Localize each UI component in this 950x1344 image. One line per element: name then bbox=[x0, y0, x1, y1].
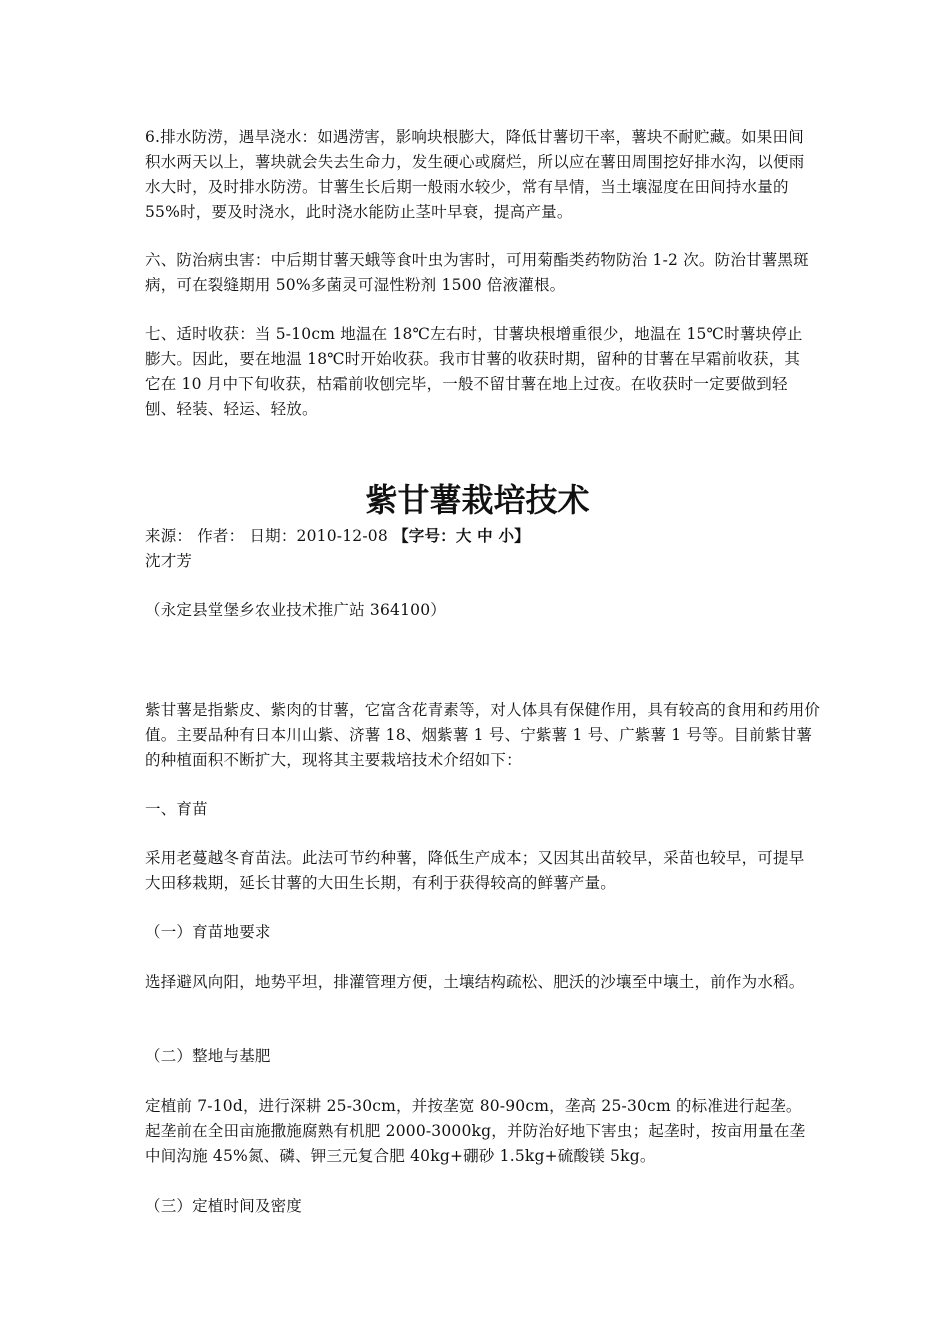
subheading-soil-fertilizer: （二）整地与基肥 bbox=[145, 1047, 271, 1065]
subheading-nursery-land: （一）育苗地要求 bbox=[145, 923, 271, 941]
paragraph-intro: 紫甘薯是指紫皮、紫肉的甘薯，它富含花青素等，对人体具有保健作用，具有较高的食用和药用价值。主要品种有日本川山紫、济薯 18、烟紫薯 1 号、宁紫薯 1 号、广紫薯 1 号等。目前紫甘薯的种植面积不断扩大，现将其主要栽培技术介绍如下： bbox=[145, 701, 821, 769]
paragraph-nursery-land: 选择避风向阳，地势平坦，排灌管理方便，土壤结构疏松、肥沃的沙壤至中壤土，前作为水稻。 bbox=[145, 973, 805, 991]
section-heading-seedling: 一、育苗 bbox=[145, 800, 208, 818]
paragraph-drainage: 6.排水防涝，遇旱浇水：如遇涝害，影响块根膨大，降低甘薯切干率，薯块不耐贮藏。如果田间积水两天以上，薯块就会失去生命力，发生硬心或腐烂，所以应在薯田周围挖好排水沟，以便雨水大时，及时排水防涝。甘薯生长后期一般雨水较少，常有旱情，当土壤湿度在田间持水量的55%时，要及时浇水，此时浇水能防止茎叶早衰，提高产量。 bbox=[145, 128, 805, 221]
article-organization: （永定县堂堡乡农业技术推广站 364100） bbox=[145, 601, 446, 619]
paragraph-harvest: 七、适时收获：当 5-10cm 地温在 18℃左右时，甘薯块根增重很少，地温在 15℃时薯块停止膨大。因此，要在地温 18℃时开始收获。我市甘薯的收获时期，留种的甘薯在早霜前收获，其它在 10 月中下旬收获，枯霜前收刨完毕，一般不留甘薯在地上过夜。在收获时一定要做到轻刨、轻装、轻运、轻放。 bbox=[145, 325, 803, 418]
paragraph-soil-fertilizer: 定植前 7-10d，进行深耕 25-30cm，并按垄宽 80-90cm，垄高 25-30cm 的标准进行起垄。起垄前在全田亩施撒施腐熟有机肥 2000-3000kg，并防治好地下害虫；起垄时，按亩用量在垄中间沟施 45%氮、磷、钾三元复合肥 40kg+硼砂 1.5kg+硫酸镁 5kg。 bbox=[145, 1097, 806, 1165]
article-meta bbox=[145, 523, 810, 549]
subheading-planting-time: （三）定植时间及密度 bbox=[145, 1197, 303, 1215]
font-size-control[interactable]: 【字号：大 中 小】 bbox=[393, 526, 530, 545]
paragraph-pest-control: 六、防治病虫害：中后期甘薯天蛾等食叶虫为害时，可用菊酯类药物防治 1-2 次。防治甘薯黑斑病，可在裂缝期用 50%多菌灵可湿性粉剂 1500 倍液灌根。 bbox=[145, 251, 809, 294]
article-title: 紫甘薯栽培技术 bbox=[365, 481, 590, 519]
paragraph-seedling: 采用老蔓越冬育苗法。此法可节约种薯，降低生产成本；又因其出苗较早，采苗也较早，可提早大田移栽期，延长甘薯的大田生长期，有利于获得较高的鲜薯产量。 bbox=[145, 849, 805, 892]
article-author: 沈才芳 bbox=[145, 552, 193, 570]
meta-text: 来源： 作者： 日期：2010-12-08 bbox=[145, 527, 394, 545]
